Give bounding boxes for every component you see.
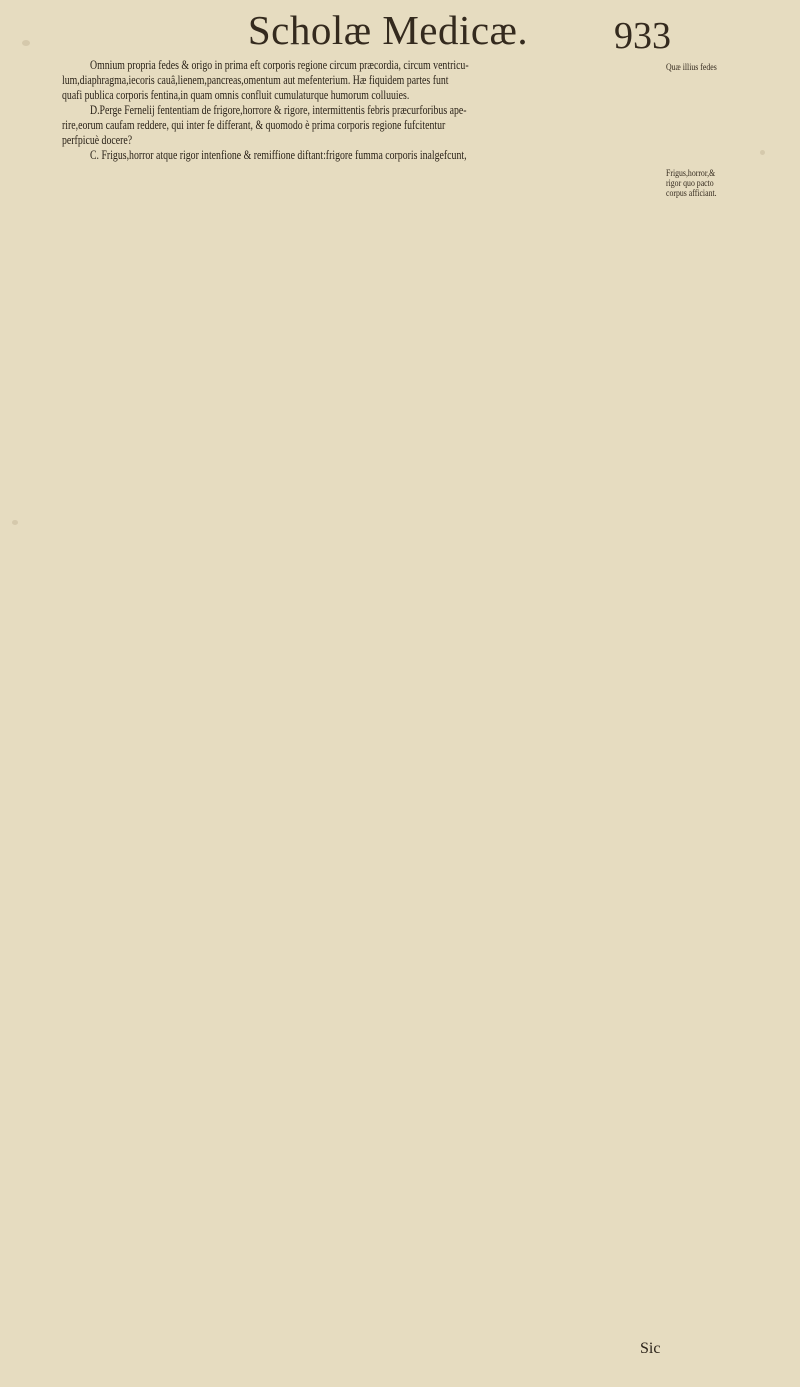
margin-note: rigor quo pacto	[666, 178, 714, 188]
text-line: D.Perge Fernelij fententiam de frigore,horrore & rigore, intermittentis febris præcurforibus ape-	[90, 103, 467, 118]
ink-speck	[760, 150, 765, 155]
text-line: Omnium propria fedes & origo in prima eft corporis regione circum præcordia, circum ventricu-	[90, 58, 469, 72]
margin-note: Quæ illius fedes	[666, 62, 717, 72]
text-line: quafi publica corporis fentina,in quam omnis confluit cumulaturque humorum colluuies.	[62, 88, 410, 103]
catchword: Sic	[640, 1340, 661, 1357]
text-line: perfpicuè docere?	[62, 133, 133, 148]
ink-speck	[12, 520, 18, 525]
text-line: rire,eorum caufam reddere, qui inter fe differant, & quomodo è prima corporis regione fufcitentur	[62, 118, 446, 133]
text-line: lum,diaphragma,iecoris cauâ,lienem,pancreas,omentum aut mefenterium. Hæ fiquidem partes funt	[62, 73, 449, 88]
page-number: 933	[614, 15, 671, 57]
text-line: C. Frigus,horror atque rigor intenfione & remiffione diftant:frigore fumma corporis inalgefcunt,	[90, 148, 467, 163]
margin-note: Frigus,horror,&	[666, 168, 716, 178]
page-title: Scholæ Medicæ.	[247, 7, 529, 53]
margin-note: corpus afficiant.	[666, 188, 717, 198]
